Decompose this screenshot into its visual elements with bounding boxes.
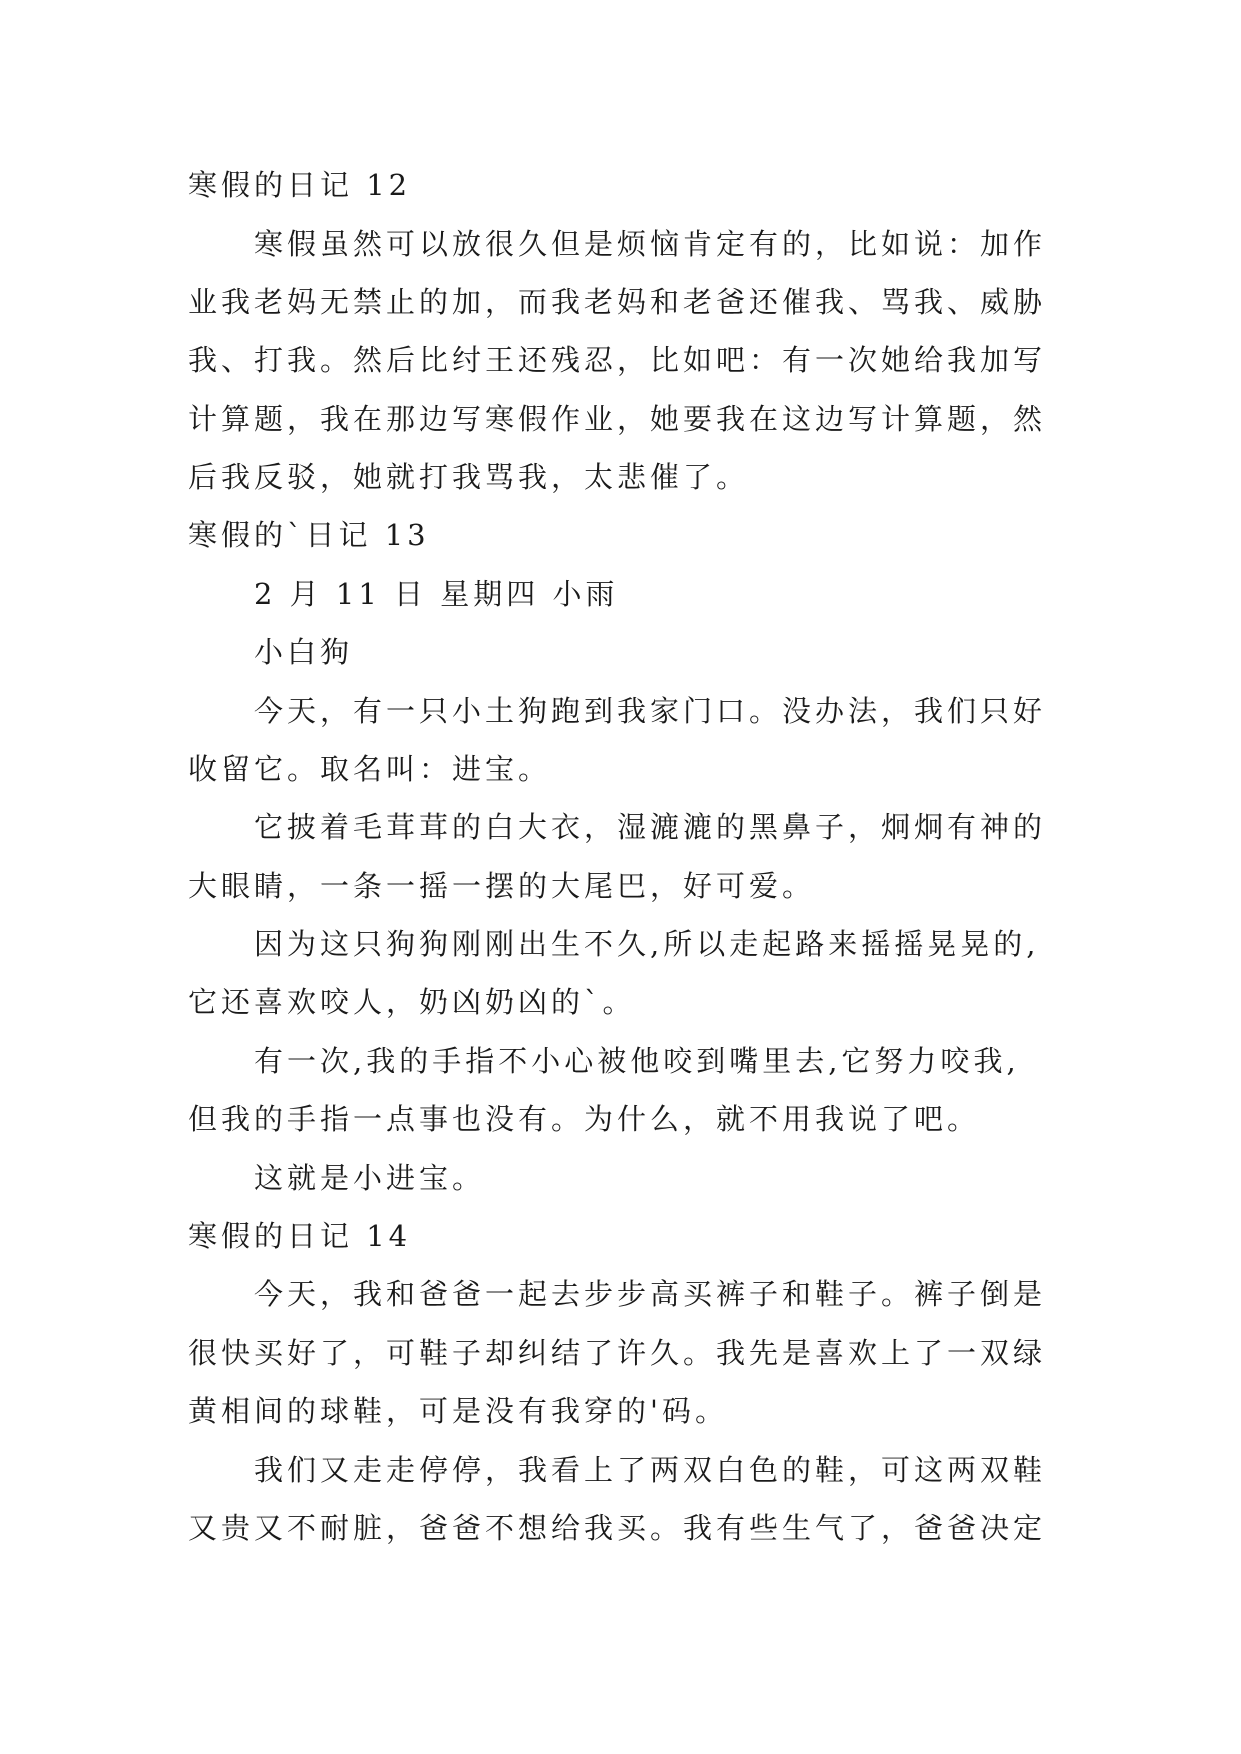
paragraph-line: 很快买好了，可鞋子却纠结了许久。我先是喜欢上了一双绿 bbox=[188, 1336, 1047, 1370]
paragraph-line: 但我的手指一点事也没有。为什么，就不用我说了吧。 bbox=[188, 1102, 981, 1136]
paragraph-line: 后我反驳，她就打我骂我，太悲催了。 bbox=[188, 460, 750, 494]
paragraph-line: 业我老妈无禁止的加，而我老妈和老爸还催我、骂我、威胁 bbox=[188, 285, 1047, 319]
paragraph-line: 今天，有一只小土狗跑到我家门口。没办法，我们只好 bbox=[254, 694, 1047, 728]
entry-title: 寒假的日记 12 bbox=[188, 168, 412, 202]
paragraph-line: 有一次,我的手指不小心被他咬到嘴里去,它努力咬我, bbox=[254, 1044, 1020, 1078]
paragraph-line: 我、打我。然后比纣王还残忍，比如吧：有一次她给我加写 bbox=[188, 343, 1047, 377]
paragraph-line: 黄相间的球鞋，可是没有我穿的'码。 bbox=[188, 1394, 728, 1428]
paragraph-line: 又贵又不耐脏，爸爸不想给我买。我有些生气了，爸爸决定 bbox=[188, 1511, 1047, 1545]
paragraph-line: 今天，我和爸爸一起去步步高买裤子和鞋子。裤子倒是 bbox=[254, 1277, 1047, 1311]
entry-title: 寒假的`日记 13 bbox=[188, 518, 430, 552]
paragraph-line: 它披着毛茸茸的白大衣，湿漉漉的黑鼻子，炯炯有神的 bbox=[254, 810, 1047, 844]
paragraph-line: 大眼睛，一条一摇一摆的大尾巴，好可爱。 bbox=[188, 869, 816, 903]
paragraph-line: 我们又走走停停，我看上了两双白色的鞋，可这两双鞋 bbox=[254, 1453, 1047, 1487]
paragraph-line: 这就是小进宝。 bbox=[254, 1161, 486, 1195]
paragraph-line: 因为这只狗狗刚刚出生不久,所以走起路来摇摇晃晃的, bbox=[254, 927, 1040, 961]
date-weather-line: 2 月 11 日 星期四 小雨 bbox=[254, 577, 619, 611]
entry-title: 寒假的日记 14 bbox=[188, 1219, 412, 1253]
paragraph-line: 它还喜欢咬人，奶凶奶凶的`。 bbox=[188, 985, 636, 1019]
paragraph-line: 收留它。取名叫：进宝。 bbox=[188, 752, 552, 786]
paragraph-line: 寒假虽然可以放很久但是烦恼肯定有的，比如说：加作 bbox=[254, 227, 1047, 261]
paragraph-line: 计算题，我在那边写寒假作业，她要我在这边写计算题，然 bbox=[188, 402, 1047, 436]
subtitle: 小白狗 bbox=[254, 635, 354, 669]
